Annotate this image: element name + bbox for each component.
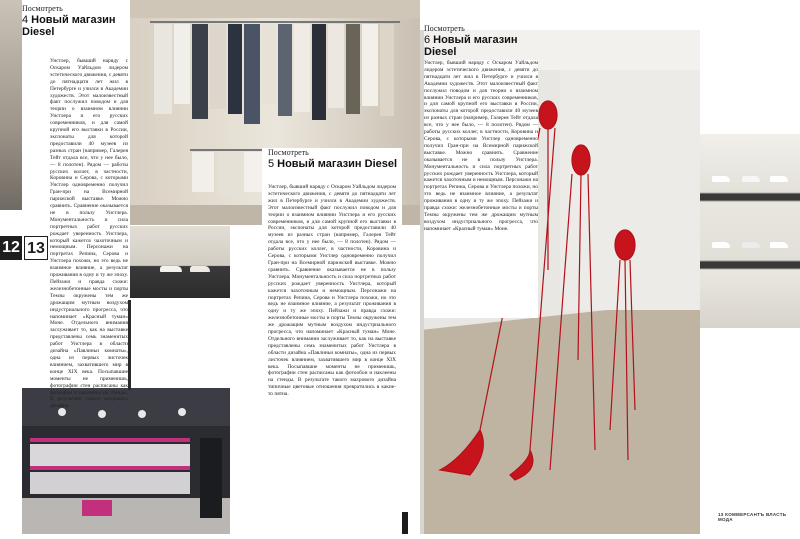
- article-6: [424, 24, 544, 58]
- article-body: Уистлер, бывший наряду с Оскаром Уайльдом лидером эстетического движения, с девяти до пятнадцати лет жил в Петербурге и учился в Академии художеств. Этот малоизвестный факт послужил поводом и для теории о взаимном влиянии Уистлера и его русских современников, и для самой крупной его выставки в России, экспонаты для которой предоставили 40 музеев из разных стран (например, Галерея Тейт отдала все, что у нее было, — 8 полотен). Рядом — работы русских коллег, в частности, Коровина и Серова, с которыми Уистлер одновременно получил Гран-при на Всемирной парижской выставке. Можно сравнить. Сравнение оказывается не в пользу Уистлера. Монументальность и сила портретных работ русских рождает уверенность Уистлера, который кажется чахоточным и немощным. Персонажи на портретах Репина, Серова и Уистлера похожи, но это ведь не взаимное влияние, а результат проживания в одну и ту же эпоху. Пейзажи и правда схожи: железнобетонные мосты и порты Темзы окружены тем же дрожащим мутным воздухом индустриального прогресса, что напоминает «Красный туман» Моне. Отдельного внимания заслуживает то, как на выставке представлены семь знаменитых работ Уистлера в области дизайна «Павлиньи комнаты», одна из первых листочек влиянием, захватившего мир в конце XIX века. Посыпавшие моменты не применишь, фотографии стен расписаны как фотообои и наклеены на стенды. В результате такого махрового дизайна типичные цветовые отношения превратились в какие-то пятна.: [268, 184, 396, 398]
- photo-shoe-shelf-right: [700, 134, 800, 328]
- article-number: 5: [268, 158, 275, 170]
- article-title: [22, 14, 130, 38]
- article-title: [424, 34, 544, 58]
- page-number-left: 12: [0, 236, 22, 260]
- article-4: [22, 4, 130, 38]
- article-title: [268, 158, 398, 170]
- page-number-right: 13: [24, 236, 48, 260]
- article-5-box: [262, 148, 402, 534]
- article-title-text: Новый магазин Diesel: [277, 158, 398, 170]
- article-body: Уистлер, бывший наряду с Оскаром Уайльдом лидером эстетического движения, с девяти до пятнадцати лет жил в Петербурге и учился в Академии художеств. Этот малоизвестный факт послужил поводом и для теории о взаимном влиянии Уистлера и его русских современников, и для самой крупной его выставки в России, экспонаты для которой предоставили 40 музеев из разных стран (например, Галерея Тейт отдала все, что у нее было, — 8 полотен). Рядом — работы русских коллег, в частности, Коровина и Серова, с которыми Уистлер одновременно получил Гран-при на Всемирной парижской выставке. Можно сравнить. Сравнение оказывается не в пользу Уистлера. Монументальность и сила портретных работ русских рождает уверенность Уистлера, который кажется чахоточным и немощным. Персонажи на портретах Репина, Серова и Уистлера похожи, но это ведь не взаимное влияние, а результат проживания в одну и ту же эпоху. Пейзажи и правда схожи: железнобетонные мосты и порты Темзы окружены тем же дрожащим мутным воздухом индустриального прогресса, что напоминает «Красный туман» Моне. Отдельного внимания заслуживает то, как на выставке представлены семь знаменитых работ Уистлера в области дизайна «Павлиньи комнаты», одна из первых листочек влиянием, захватившего мир в конце XIX века. Посыпавшие моменты не применишь, фотографии стен расписаны как фотообои и наклеены на стенды. В результате такого махрового дизайна.: [50, 58, 128, 410]
- photo-shoe-shelf-small: [130, 226, 230, 298]
- article-kicker: Посмотреть: [268, 148, 309, 157]
- column-divider-bar: [128, 300, 131, 390]
- article-title-text: Новый магазин Diesel: [22, 14, 116, 38]
- article-kicker: Посмотреть: [424, 24, 465, 33]
- column-divider-bar-right: [401, 512, 408, 534]
- article-kicker: Посмотреть: [22, 4, 63, 13]
- article-body: Уистлер, бывший наряду с Оскаром Уайльдом лидером эстетического движения, с девяти до пятнадцати лет жил в Петербурге и учился в Академии художеств. Этот малоизвестный факт послужил поводом и для теории о взаимном влиянии Уистлера и его русских современников, и для самой крупной его выставки в России, экспонаты для которой предоставили 40 музеев из разных стран (например, Галерея Тейт отдала все, что у нее было, — 8 полотен). Рядом — работы русских коллег, в частности, Коровина и Серова, с которыми Уистлер одновременно получил Гран-при на Всемирной парижской выставке. Можно сравнить. Сравнение оказывается не в пользу Уистлера. Монументальность и сила портретных работ русских рождает уверенность Уистлера, который кажется чахоточным и немощным. Персонажи на портретах Репина, Серова и Уистлера похожи, но это ведь не взаимное влияние, а результат проживания в одну и ту же эпоху. Пейзажи и правда схожи: железнобетонные мосты и порты Темзы окружены тем же дрожащим мутным воздухом индустриального прогресса, что напоминает «Красный туман» Моне.: [424, 60, 538, 318]
- article-number: 4: [22, 14, 29, 26]
- article-title-text: Новый магазин Diesel: [424, 34, 518, 58]
- article-number: 6: [424, 34, 431, 46]
- page-footer: 13 КОММЕРСАНТЪ ВЛАСТЬ МОДА: [718, 512, 787, 522]
- photo-clothing-rack-left: [0, 0, 22, 210]
